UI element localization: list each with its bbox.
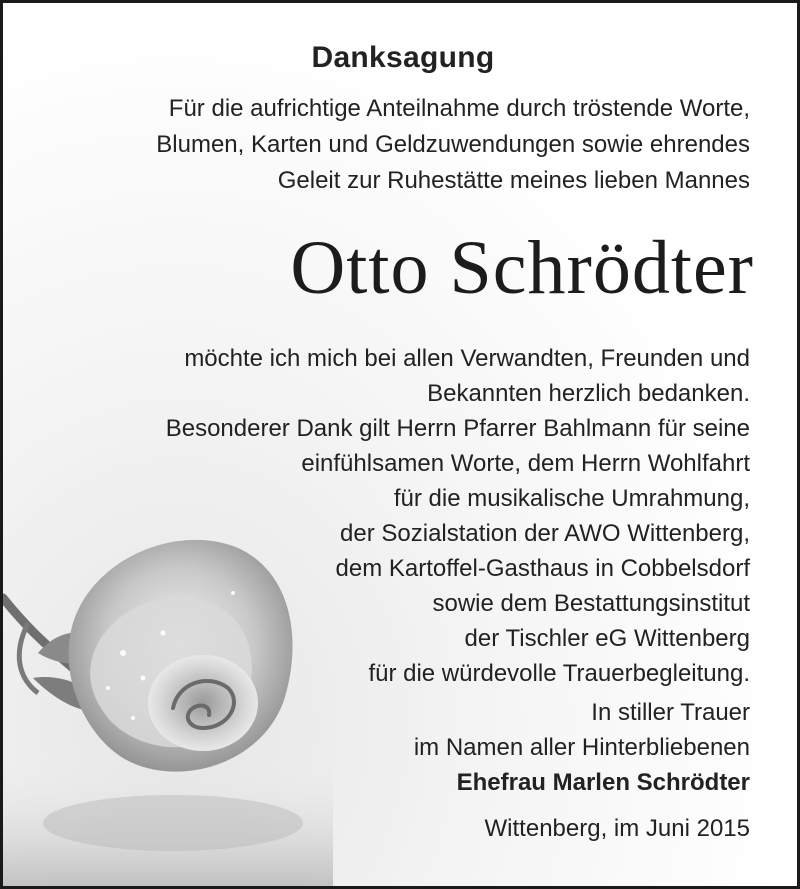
body-line: für die musikalische Umrahmung,: [393, 485, 750, 512]
deceased-name: Otto Schrödter: [290, 226, 754, 310]
closing-line: In stiller Trauer: [591, 699, 750, 726]
signer-name: Ehefrau Marlen Schrödter: [456, 769, 750, 796]
body-line: sowie dem Bestattungsinstitut: [432, 590, 750, 617]
body-line: Besonderer Dank gilt Herrn Pfarrer Bahlmann für seine: [165, 415, 750, 442]
body-line: möchte ich mich bei allen Verwandten, Freunden und: [184, 345, 750, 372]
thanks-body: [166, 341, 750, 691]
body-line: dem Kartoffel-Gasthaus in Cobbelsdorf: [335, 555, 750, 582]
intro-line: Geleit zur Ruhestätte meines lieben Mannes: [277, 167, 750, 194]
place-date: Wittenberg, im Juni 2015: [484, 815, 750, 842]
intro-line: Blumen, Karten und Geldzuwendungen sowie ehrendes: [156, 131, 750, 158]
body-line: für die würdevolle Trauerbegleitung.: [368, 660, 750, 687]
notice-heading: Danksagung: [311, 41, 495, 74]
body-line: der Sozialstation der AWO Wittenberg,: [340, 520, 750, 547]
closing-block: [414, 695, 750, 800]
body-line: Bekannten herzlich bedanken.: [427, 380, 750, 407]
body-line: der Tischler eG Wittenberg: [464, 625, 750, 652]
body-line: einfühlsamen Worte, dem Herrn Wohlfahrt: [301, 450, 750, 477]
closing-line: im Namen aller Hinterbliebenen: [413, 734, 750, 761]
intro-text: [156, 91, 750, 199]
intro-line: Für die aufrichtige Anteilnahme durch tröstende Worte,: [168, 95, 750, 122]
